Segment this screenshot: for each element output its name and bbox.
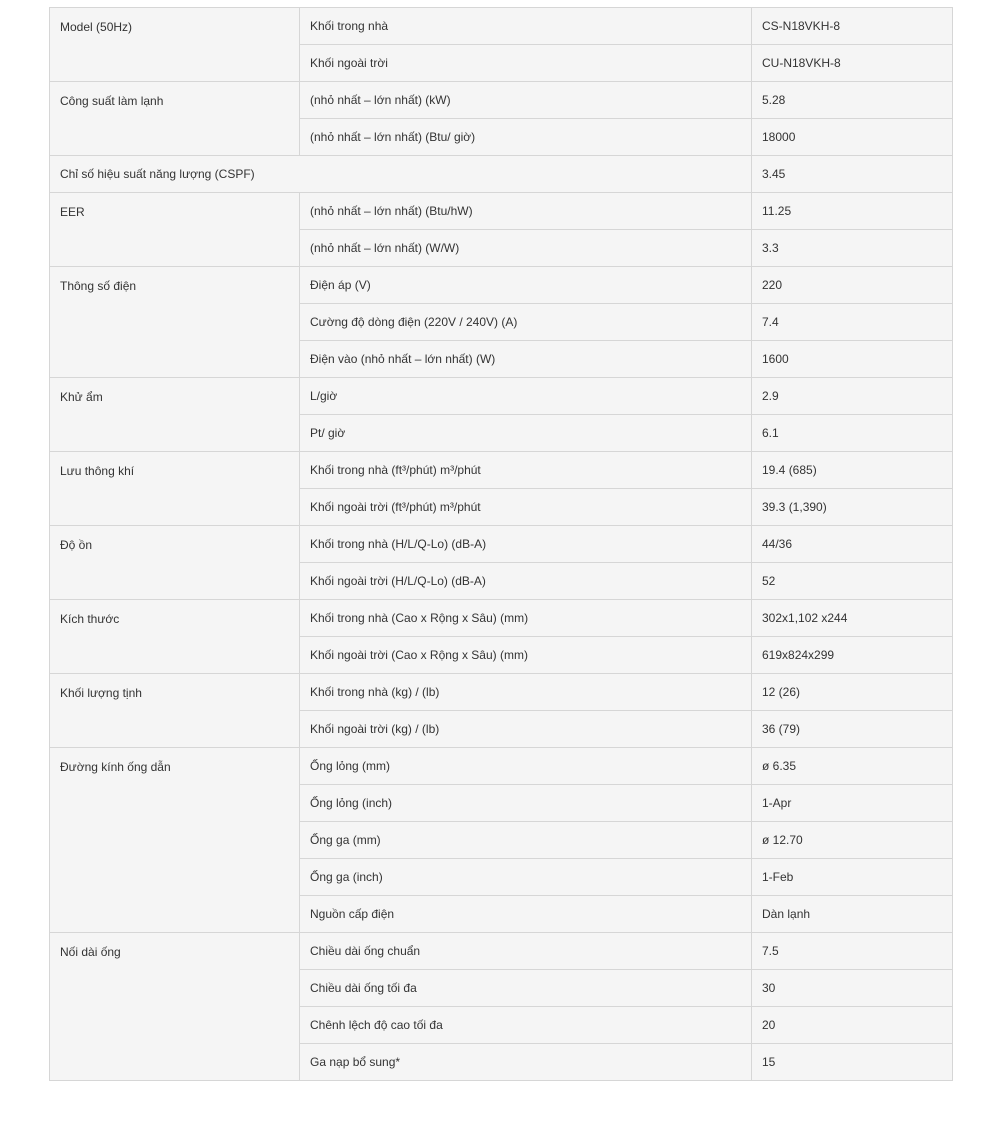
spec-label: Ống lỏng (inch)	[300, 785, 752, 822]
spec-label: Khối trong nhà (ft³/phút) m³/phút	[300, 452, 752, 489]
spec-label: Khối ngoài trời (H/L/Q-Lo) (dB-A)	[300, 563, 752, 600]
spec-table-container	[49, 7, 952, 1081]
table-row	[50, 452, 953, 489]
table-row	[50, 156, 953, 193]
table-row	[50, 674, 953, 711]
spec-value: 11.25	[752, 193, 953, 230]
spec-value: 20	[752, 1007, 953, 1044]
table-row	[50, 378, 953, 415]
spec-table	[49, 7, 953, 1081]
spec-label: Điện vào (nhỏ nhất – lớn nhất) (W)	[300, 341, 752, 378]
table-row	[50, 748, 953, 785]
group-name: Kích thước	[50, 600, 300, 674]
spec-label: (nhỏ nhất – lớn nhất) (Btu/ giờ)	[300, 119, 752, 156]
group-name: Độ ồn	[50, 526, 300, 600]
spec-value: ø 12.70	[752, 822, 953, 859]
spec-label: (nhỏ nhất – lớn nhất) (Btu/hW)	[300, 193, 752, 230]
group-name: Chỉ số hiệu suất năng lượng (CSPF)	[50, 156, 752, 193]
spec-label: Khối trong nhà (kg) / (lb)	[300, 674, 752, 711]
group-name: Công suất làm lạnh	[50, 82, 300, 156]
spec-value: 44/36	[752, 526, 953, 563]
spec-value: 52	[752, 563, 953, 600]
spec-label: Chênh lệch độ cao tối đa	[300, 1007, 752, 1044]
spec-label: Khối trong nhà	[300, 8, 752, 45]
spec-value: 30	[752, 970, 953, 1007]
spec-label: L/giờ	[300, 378, 752, 415]
spec-value: 12 (26)	[752, 674, 953, 711]
spec-value: 2.9	[752, 378, 953, 415]
spec-value: 3.3	[752, 230, 953, 267]
spec-value: 220	[752, 267, 953, 304]
spec-label: Ống lỏng (mm)	[300, 748, 752, 785]
spec-value: CS-N18VKH-8	[752, 8, 953, 45]
group-name: Nối dài ống	[50, 933, 300, 1081]
spec-value: 1-Feb	[752, 859, 953, 896]
spec-value: 18000	[752, 119, 953, 156]
spec-label: Khối ngoài trời (kg) / (lb)	[300, 711, 752, 748]
spec-label: Ống ga (mm)	[300, 822, 752, 859]
spec-value: 7.5	[752, 933, 953, 970]
spec-value: Dàn lạnh	[752, 896, 953, 933]
spec-value: 15	[752, 1044, 953, 1081]
table-row	[50, 267, 953, 304]
spec-value: 19.4 (685)	[752, 452, 953, 489]
spec-label: Điện áp (V)	[300, 267, 752, 304]
spec-label: Khối ngoài trời	[300, 45, 752, 82]
table-row	[50, 8, 953, 45]
spec-value: 302x1,102 x244	[752, 600, 953, 637]
spec-value: 1-Apr	[752, 785, 953, 822]
table-row	[50, 933, 953, 970]
spec-label: Cường độ dòng điện (220V / 240V) (A)	[300, 304, 752, 341]
spec-value: 5.28	[752, 82, 953, 119]
spec-value: 7.4	[752, 304, 953, 341]
spec-label: Pt/ giờ	[300, 415, 752, 452]
spec-label: Ống ga (inch)	[300, 859, 752, 896]
spec-label: (nhỏ nhất – lớn nhất) (W/W)	[300, 230, 752, 267]
spec-value: 6.1	[752, 415, 953, 452]
table-row	[50, 82, 953, 119]
spec-label: Chiều dài ống tối đa	[300, 970, 752, 1007]
spec-value: 3.45	[752, 156, 953, 193]
spec-value: 619x824x299	[752, 637, 953, 674]
spec-value: ø 6.35	[752, 748, 953, 785]
group-name: Khử ẩm	[50, 378, 300, 452]
table-row	[50, 600, 953, 637]
spec-label: Khối ngoài trời (Cao x Rộng x Sâu) (mm)	[300, 637, 752, 674]
spec-label: Khối ngoài trời (ft³/phút) m³/phút	[300, 489, 752, 526]
spec-value: 1600	[752, 341, 953, 378]
spec-label: Ga nạp bổ sung*	[300, 1044, 752, 1081]
group-name: Đường kính ống dẫn	[50, 748, 300, 933]
group-name: Thông số điện	[50, 267, 300, 378]
spec-label: (nhỏ nhất – lớn nhất) (kW)	[300, 82, 752, 119]
spec-label: Khối trong nhà (Cao x Rộng x Sâu) (mm)	[300, 600, 752, 637]
spec-value: 36 (79)	[752, 711, 953, 748]
table-row	[50, 193, 953, 230]
group-name: EER	[50, 193, 300, 267]
spec-value: CU-N18VKH-8	[752, 45, 953, 82]
spec-value: 39.3 (1,390)	[752, 489, 953, 526]
table-row	[50, 526, 953, 563]
spec-label: Nguồn cấp điện	[300, 896, 752, 933]
group-name: Lưu thông khí	[50, 452, 300, 526]
spec-label: Chiều dài ống chuẩn	[300, 933, 752, 970]
group-name: Khối lượng tịnh	[50, 674, 300, 748]
group-name: Model (50Hz)	[50, 8, 300, 82]
spec-label: Khối trong nhà (H/L/Q-Lo) (dB-A)	[300, 526, 752, 563]
